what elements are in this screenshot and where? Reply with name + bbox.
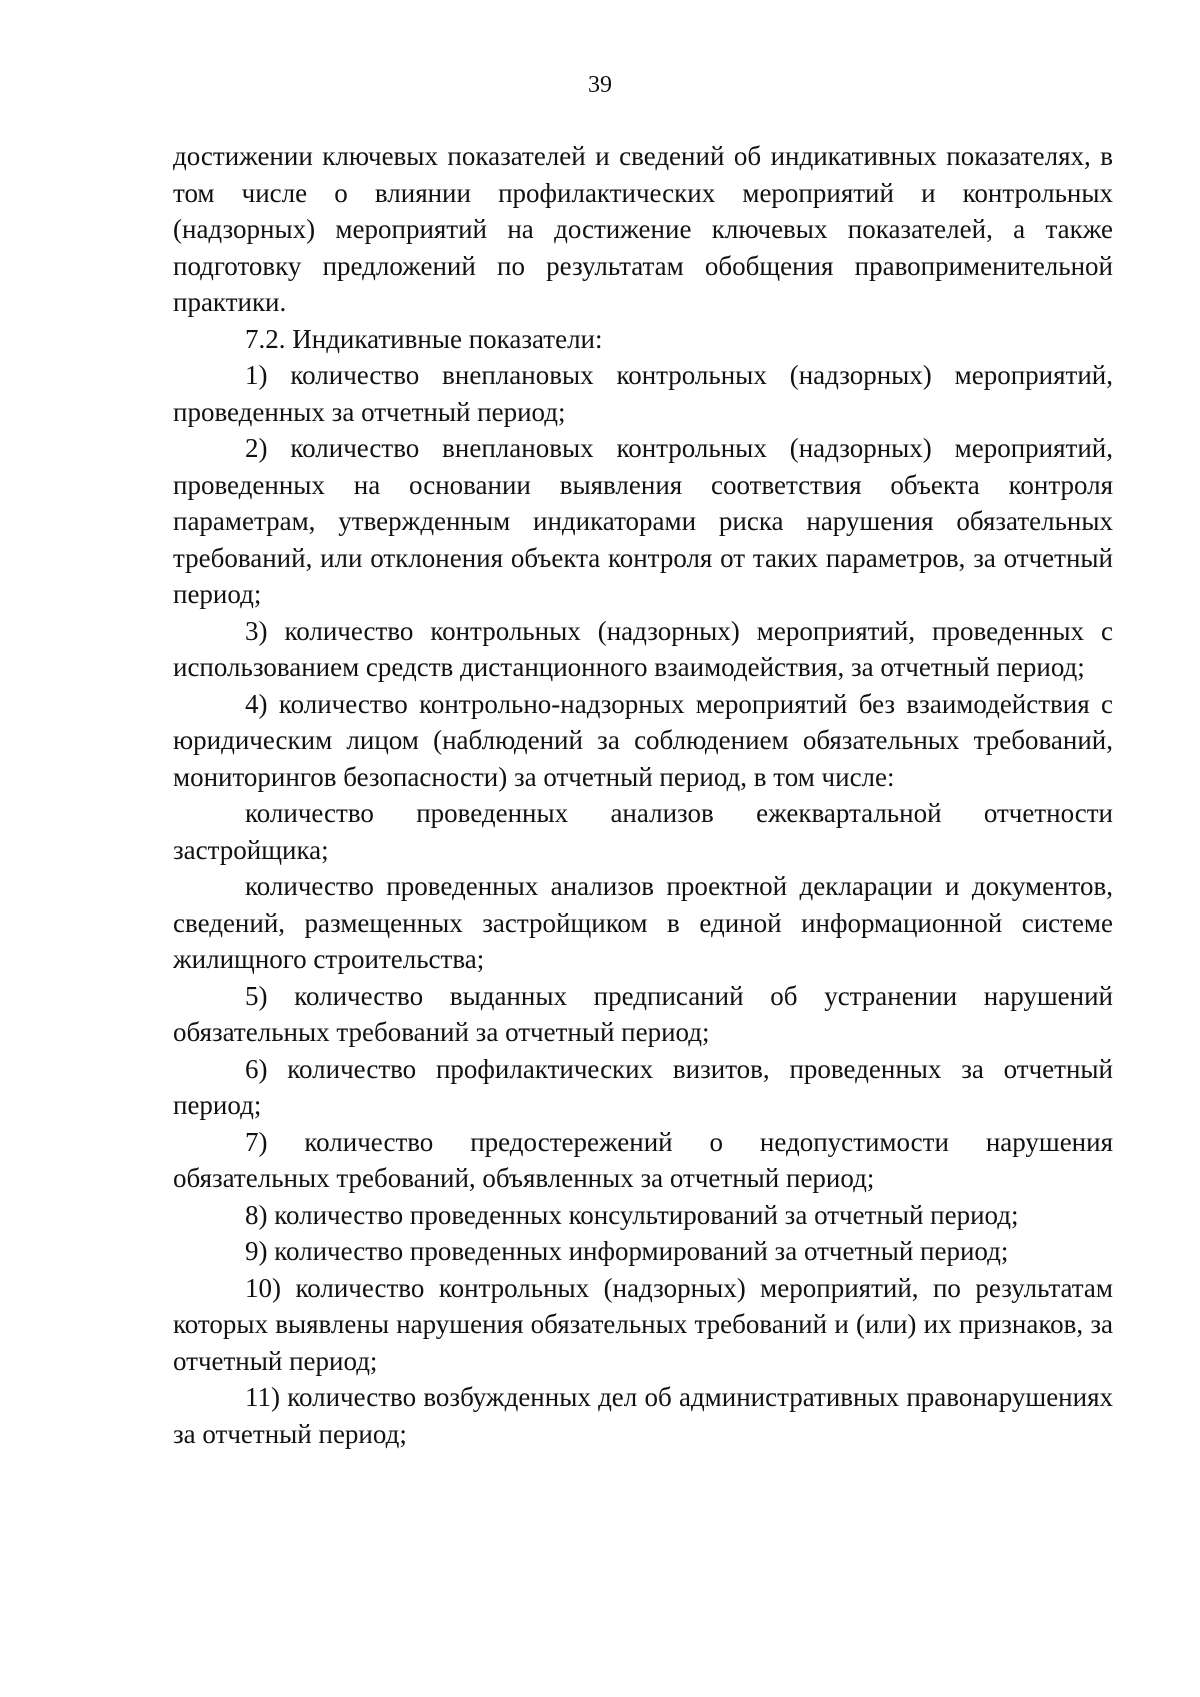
sub-item-project-declaration: количество проведенных анализов проектной декларации и документов, сведений, размещенных застройщиком в единой информационной системе жилищного строительства;: [173, 871, 1113, 974]
list-item-3: 3) количество контрольных (надзорных) мероприятий, проведенных с использованием средств дистанционного взаимодействия, за отчетный период;: [173, 615, 1113, 682]
list-item-2: 2) количество внеплановых контрольных (надзорных) мероприятий, проведенных на основании выявления соответствия объекта контроля параметрам, утвержденным индикаторами риска нарушения обязательных требований, или отклонения объекта контроля от таких параметров, за отчетный период;: [173, 433, 1113, 609]
list-item-4: 4) количество контрольно-надзорных мероприятий без взаимодействия с юридическим лицом (наблюдений за соблюдением обязательных требований, мониторингов безопасности) за отчетный период, в том числе:: [173, 688, 1113, 792]
section-heading-7-2: 7.2. Индикативные показатели:: [245, 323, 603, 354]
paragraph-continuation: достижении ключевых показателей и сведений об индикативных показателях, в том числе о влиянии профилактических мероприятий и контрольных (надзорных) мероприятий на достижение ключевых показателей, а также подготовку предложений по результатам обобщения правоприменительной практики.: [173, 141, 1113, 317]
list-item-9: 9) количество проведенных информирований за отчетный период;: [245, 1236, 1009, 1266]
list-item-10: 10) количество контрольных (надзорных) мероприятий, по результатам которых выявлены нарушения обязательных требований и (или) их признаков, за отчетный период;: [173, 1272, 1113, 1376]
list-item-11: 11) количество возбужденных дел об административных правонарушениях за отчетный период;: [173, 1382, 1113, 1449]
list-item-1: 1) количество внеплановых контрольных (надзорных) мероприятий, проведенных за отчетный период;: [173, 360, 1113, 427]
document-body: [173, 138, 1113, 1452]
page-number: 39: [588, 72, 612, 98]
list-item-5: 5) количество выданных предписаний об устранении нарушений обязательных требований за отчетный период;: [173, 980, 1113, 1047]
list-item-8: 8) количество проведенных консультирований за отчетный период;: [245, 1199, 1019, 1230]
list-item-6: 6) количество профилактических визитов, проведенных за отчетный период;: [173, 1053, 1113, 1120]
sub-item-quarterly-reports: количество проведенных анализов ежеквартальной отчетности застройщика;: [173, 798, 1113, 865]
list-item-7: 7) количество предостережений о недопустимости нарушения обязательных требований, объявленных за отчетный период;: [173, 1126, 1113, 1193]
